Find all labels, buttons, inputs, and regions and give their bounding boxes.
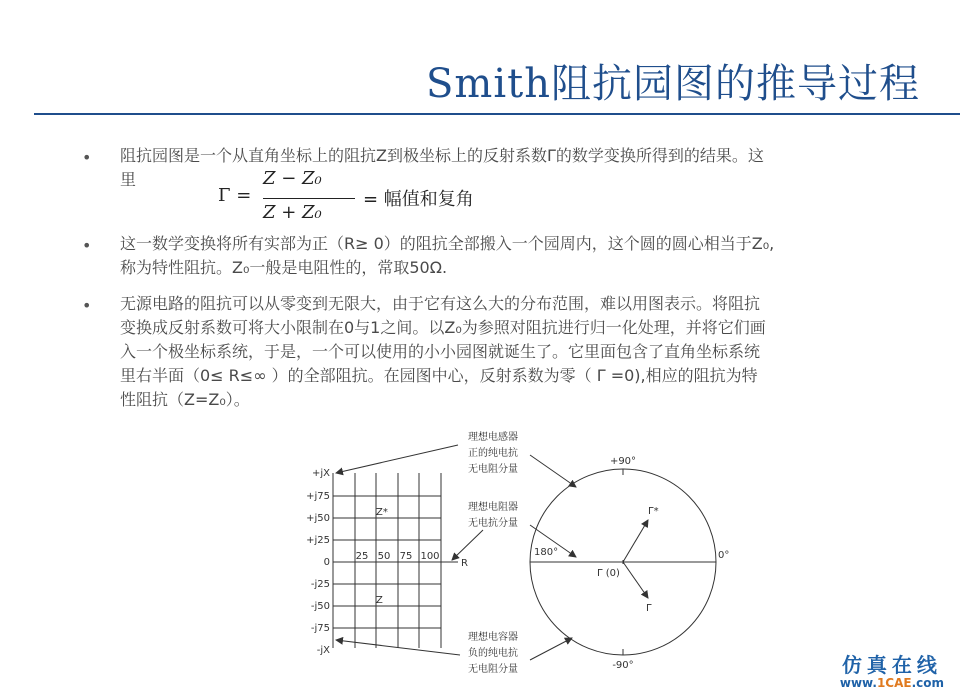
bullet-1: •	[82, 148, 92, 167]
y-label-pjx: +jX	[311, 468, 330, 479]
arrow-capacitor-to-circle	[530, 638, 572, 660]
annot-inductor-2: 正的纯电抗	[468, 448, 518, 459]
formula-lhs: Γ =	[218, 185, 252, 206]
paragraph-2-line-2: 称为特性阻抗。Z₀一般是电阻性的，常取50Ω.	[120, 258, 448, 277]
annot-resistor-2: 无电抗分量	[468, 518, 518, 529]
label-plus-90: +90°	[609, 456, 637, 467]
label-minus-90: -90°	[612, 660, 634, 671]
y-label-zero: 0	[323, 557, 330, 568]
paragraph-3-line-2: 变换成反射系数可将大小限制在0与1之间。以Z₀为参照对阻抗进行归一化处理，并将它们画	[120, 318, 766, 337]
label-0-deg: 0°	[718, 550, 730, 561]
label-gamma-star: Γ*	[648, 506, 659, 517]
label-gamma: Γ	[646, 603, 652, 614]
y-label-pj75: +j75	[306, 491, 330, 502]
y-label-pj25: +j25	[306, 535, 330, 546]
y-label-mjx: -jX	[316, 645, 330, 656]
z-label: Z	[376, 595, 383, 606]
z-star-label: Z*	[376, 507, 388, 518]
slide-title: Smith阻抗园图的推导过程	[426, 61, 920, 107]
y-label-pj50: +j50	[306, 513, 330, 524]
formula-denominator: Z + Z₀	[263, 202, 322, 223]
bullet-2: •	[82, 236, 92, 255]
watermark-url-suffix: .com	[911, 676, 944, 690]
paragraph-3-line-5: 性阻抗（Z=Z₀）。	[120, 390, 250, 409]
arrow-inductor-to-circle	[530, 455, 576, 487]
paragraph-3-line-3: 入一个极坐标系统，于是，一个可以使用的小小园图就诞生了。它里面包含了直角坐标系统	[120, 342, 761, 361]
formula-rhs: = 幅值和复角	[363, 189, 474, 210]
annot-inductor-1: 理想电感器	[468, 432, 518, 443]
annot-resistor-1: 理想电阻器	[468, 502, 518, 513]
bullet-3: •	[82, 296, 92, 315]
paragraph-1-line-2: 里	[120, 170, 137, 189]
annot-capacitor-2: 负的纯电抗	[468, 648, 518, 659]
watermark-url-prefix: www.	[839, 676, 877, 690]
label-gamma-0: Γ (0)	[597, 568, 620, 579]
formula-numerator: Z − Z₀	[263, 168, 322, 189]
label-180-deg: 180°	[534, 547, 559, 558]
paragraph-3-line-4: 里右半面（0≤ R≤∞ ）的全部阻抗。在园图中心，反射系数为零（ Γ =0),相应的阻抗为特	[120, 366, 758, 385]
gamma-star-vector	[623, 520, 648, 562]
watermark-url-brand: 1CAE	[876, 676, 912, 690]
paragraph-3-line-1: 无源电路的阻抗可以从零变到无限大，由于它有这么大的分布范围，难以用图表示。将阻抗	[120, 294, 761, 313]
watermark-cn: 仿真在线	[841, 653, 942, 677]
paragraph-2-line-1: 这一数学变换将所有实部为正（R≥ 0）的阻抗全部搬入一个园周内，这个圆的圆心相当于Z₀,	[120, 234, 775, 253]
arrow-inductor-to-grid	[336, 445, 458, 473]
x-label-25: 25	[355, 551, 369, 562]
y-label-mj50: -j50	[310, 601, 330, 612]
gamma-vector	[623, 562, 648, 598]
annot-capacitor-1: 理想电容器	[468, 632, 518, 643]
annot-capacitor-3: 无电阻分量	[468, 664, 518, 675]
x-label-75: 75	[399, 551, 413, 562]
watermark-logo	[840, 649, 944, 690]
annot-inductor-3: 无电阻分量	[468, 464, 518, 475]
r-axis-label: R	[461, 558, 468, 569]
x-label-100: 100	[420, 551, 440, 562]
watermark-url	[840, 676, 944, 690]
paragraph-1-line-1: 阻抗园图是一个从直角坐标上的阻抗Z到极坐标上的反射系数Γ的数学变换所得到的结果。这	[120, 146, 764, 165]
arrow-resistor-to-grid	[452, 530, 483, 560]
x-label-50: 50	[377, 551, 391, 562]
y-label-mj75: -j75	[310, 623, 330, 634]
y-label-mj25: -j25	[310, 579, 330, 590]
